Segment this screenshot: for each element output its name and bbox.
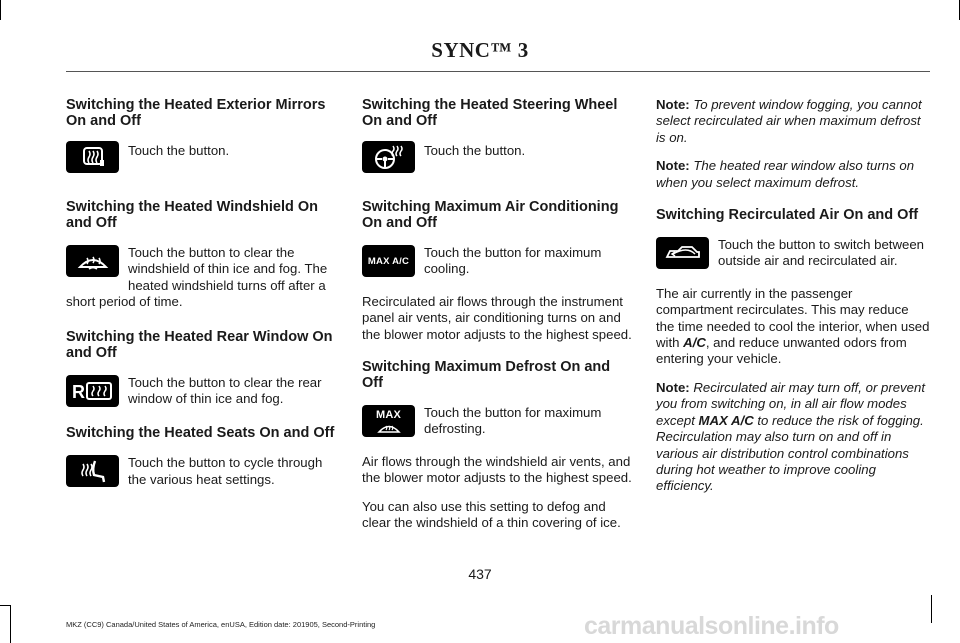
recirc-paragraph-b: , and reduce unwanted odors from entering your vehicle. <box>656 335 907 367</box>
heated-rear-window-text: Touch the button to clear the rear window of thin ice and fog. <box>128 374 322 407</box>
recirculated-air-paragraph <box>656 286 930 368</box>
rear-defrost-icon <box>66 375 119 407</box>
column-right <box>656 97 930 507</box>
footer-edition-info: MKZ (CC9) Canada/United States of America, enUSA, Edition date: 201905, Second-Printing <box>66 620 376 629</box>
recirc-paragraph-a: The air currently in the passenger compartment recirculates. This may reduce the time needed to cool the interior, when used with <box>656 285 930 351</box>
max-defrost-block <box>362 405 633 438</box>
page-header-title: SYNC™ 3 <box>431 38 529 62</box>
svg-text:R: R <box>71 381 85 402</box>
max-ac-block <box>362 245 633 278</box>
header-rule <box>66 71 930 72</box>
heated-seats-text: Touch the button to cycle through the various heat settings. <box>128 455 323 487</box>
heated-mirror-icon <box>66 141 119 173</box>
note-label: Note: <box>656 97 690 112</box>
heated-steering-text: Touch the button. <box>424 143 526 158</box>
heading-max-ac: Switching Maximum Air Conditioning On and Off <box>362 199 619 231</box>
max-defrost-text: Touch the button for maximum defrosting. <box>424 405 602 437</box>
recirc-paragraph-ac: A/C <box>683 335 706 351</box>
heated-seats-block <box>66 455 337 488</box>
max-ac-text: Touch the button for maximum cooling. <box>424 245 602 277</box>
heated-mirrors-text: Touch the button. <box>128 143 230 158</box>
heading-heated-steering: Switching the Heated Steering Wheel On and Off <box>362 97 618 129</box>
heated-windshield-block <box>66 245 337 311</box>
heated-windshield-icon <box>66 245 119 277</box>
column-left <box>66 97 337 504</box>
page-number: 437 <box>468 566 492 582</box>
note-label: Note: <box>656 379 690 395</box>
heading-heated-windshield: Switching the Heated Windshield On and Off <box>66 199 319 231</box>
watermark: carmanualsonline.info <box>584 612 839 640</box>
note-recirculation <box>656 380 930 495</box>
heated-seat-icon <box>66 455 119 487</box>
crop-mark <box>10 605 11 643</box>
max-defrost-paragraph-1: Air flows through the windshield air vents, and the blower motor adjusts to the highest speed. <box>362 453 632 486</box>
recirculated-air-block <box>656 237 930 270</box>
note-recirculation-text-bold: MAX A/C <box>698 412 754 428</box>
crop-mark <box>0 0 1 20</box>
max-defrost-icon <box>362 405 415 437</box>
heated-steering-wheel-icon <box>362 141 415 173</box>
note-heated-rear-window-text: The heated rear window also turns on when you select maximum defrost. <box>656 158 915 190</box>
note-heated-rear-window <box>656 158 930 191</box>
heated-rear-window-block <box>66 375 337 408</box>
heated-windshield-text: Touch the button to clear the windshield of thin ice and fog. The heated windshield turns off after a short period of time. <box>66 245 328 310</box>
heading-heated-rear-window: Switching the Heated Rear Window On and Off <box>66 328 333 361</box>
note-recirculation-text-a: Recirculated air may turn off, or prevent you from switching on, in all air flow modes except <box>656 379 925 428</box>
heated-mirrors-block <box>66 143 337 173</box>
crop-mark <box>0 605 10 606</box>
heading-recirculated-air: Switching Recirculated Air On and Off <box>656 207 919 224</box>
heading-max-defrost: Switching Maximum Defrost On and Off <box>362 359 611 392</box>
max-defrost-icon-label: MAX <box>375 409 402 422</box>
note-window-fogging <box>656 97 930 146</box>
max-ac-icon <box>362 245 415 277</box>
note-label: Note: <box>656 158 690 174</box>
note-recirculation-text-b: to reduce the risk of fogging. Recirculation may also turn on and off in various air distribution control combinations during hot weather to improve cooling efficiency. <box>656 412 924 494</box>
max-defrost-paragraph-2: You can also use this setting to defog and clear the windshield of a thin covering of ice. <box>362 498 621 531</box>
max-ac-paragraph: Recirculated air flows through the instrument panel air vents, air conditioning turns on and the blower motor adjusts to the highest speed. <box>362 293 632 342</box>
heated-steering-block <box>362 143 633 173</box>
max-ac-icon-label: MAX A/C <box>367 255 410 267</box>
heading-heated-mirrors: Switching the Heated Exterior Mirrors On and Off <box>66 97 326 129</box>
heading-heated-seats: Switching the Heated Seats On and Off <box>66 425 335 442</box>
column-middle <box>362 97 633 543</box>
recirculated-air-icon <box>656 237 709 269</box>
note-window-fogging-text: To prevent window fogging, you cannot select recirculated air when maximum defrost is on. <box>656 97 922 145</box>
recirculated-air-text: Touch the button to switch between outside air and recirculated air. <box>718 237 925 269</box>
